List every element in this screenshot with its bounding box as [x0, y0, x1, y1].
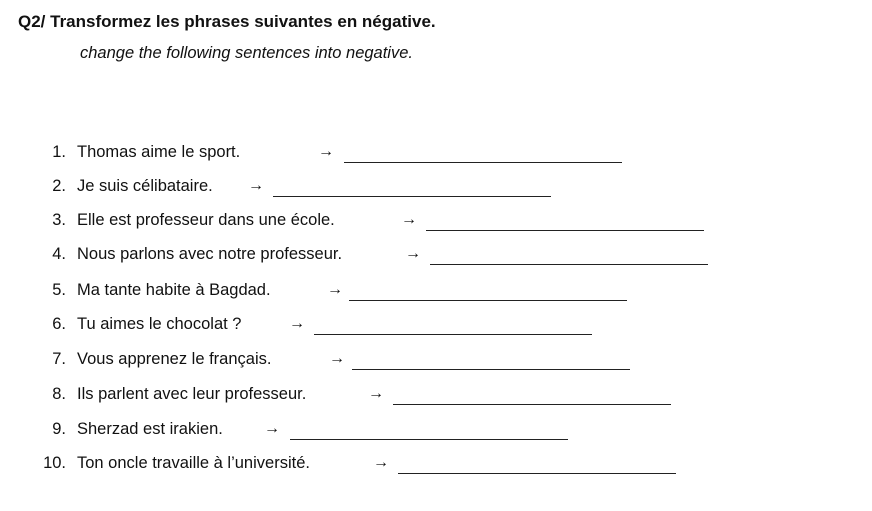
answer-blank[interactable] — [314, 334, 592, 335]
item-sentence: Sherzad est irakien. — [77, 420, 223, 438]
arrow-icon: → — [318, 143, 334, 160]
question-subtitle: change the following sentences into negative. — [80, 44, 413, 62]
answer-blank[interactable] — [344, 162, 622, 163]
item-sentence: Je suis célibataire. — [77, 177, 213, 195]
exercise-item-10 — [0, 454, 700, 478]
item-sentence: Ton oncle travaille à l’université. — [77, 454, 310, 472]
item-number: 1. — [52, 143, 66, 161]
answer-blank[interactable] — [430, 264, 708, 265]
item-sentence: Thomas aime le sport. — [77, 143, 241, 161]
arrow-icon: → — [289, 315, 305, 332]
answer-blank[interactable] — [349, 300, 627, 301]
exercise-item-8 — [0, 385, 700, 409]
item-sentence: Vous apprenez le français. — [77, 350, 272, 368]
arrow-icon: → — [327, 281, 343, 298]
item-number: 10. — [43, 454, 66, 472]
item-sentence: Ma tante habite à Bagdad. — [77, 281, 271, 299]
exercise-item-2 — [0, 177, 640, 201]
answer-blank[interactable] — [352, 369, 630, 370]
item-sentence: Nous parlons avec notre professeur. — [77, 245, 343, 263]
item-sentence: Ils parlent avec leur professeur. — [77, 385, 307, 403]
item-number: 9. — [52, 420, 66, 438]
item-number: 7. — [52, 350, 66, 368]
exercise-item-6 — [0, 315, 640, 339]
arrow-icon: → — [264, 420, 280, 437]
question-title: Q2/ Transformez les phrases suivantes en négative. — [18, 12, 436, 31]
exercise-item-3 — [0, 211, 720, 235]
arrow-icon: → — [373, 454, 389, 471]
exercise-item-7 — [0, 350, 640, 374]
exercise-item-1 — [0, 143, 640, 167]
arrow-icon: → — [405, 245, 421, 262]
item-number: 5. — [52, 281, 66, 299]
answer-blank[interactable] — [398, 473, 676, 474]
item-sentence: Tu aimes le chocolat ? — [77, 315, 242, 333]
exercise-item-9 — [0, 420, 640, 444]
item-number: 3. — [52, 211, 66, 229]
exercise-item-4 — [0, 245, 720, 269]
answer-blank[interactable] — [273, 196, 551, 197]
item-number: 6. — [52, 315, 66, 333]
item-sentence: Elle est professeur dans une école. — [77, 211, 335, 229]
arrow-icon: → — [248, 177, 264, 194]
arrow-icon: → — [401, 211, 417, 228]
answer-blank[interactable] — [426, 230, 704, 231]
exercise-item-5 — [0, 281, 640, 305]
item-number: 8. — [52, 385, 66, 403]
item-number: 2. — [52, 177, 66, 195]
answer-blank[interactable] — [393, 404, 671, 405]
arrow-icon: → — [329, 350, 345, 367]
answer-blank[interactable] — [290, 439, 568, 440]
item-number: 4. — [52, 245, 66, 263]
arrow-icon: → — [368, 385, 384, 402]
